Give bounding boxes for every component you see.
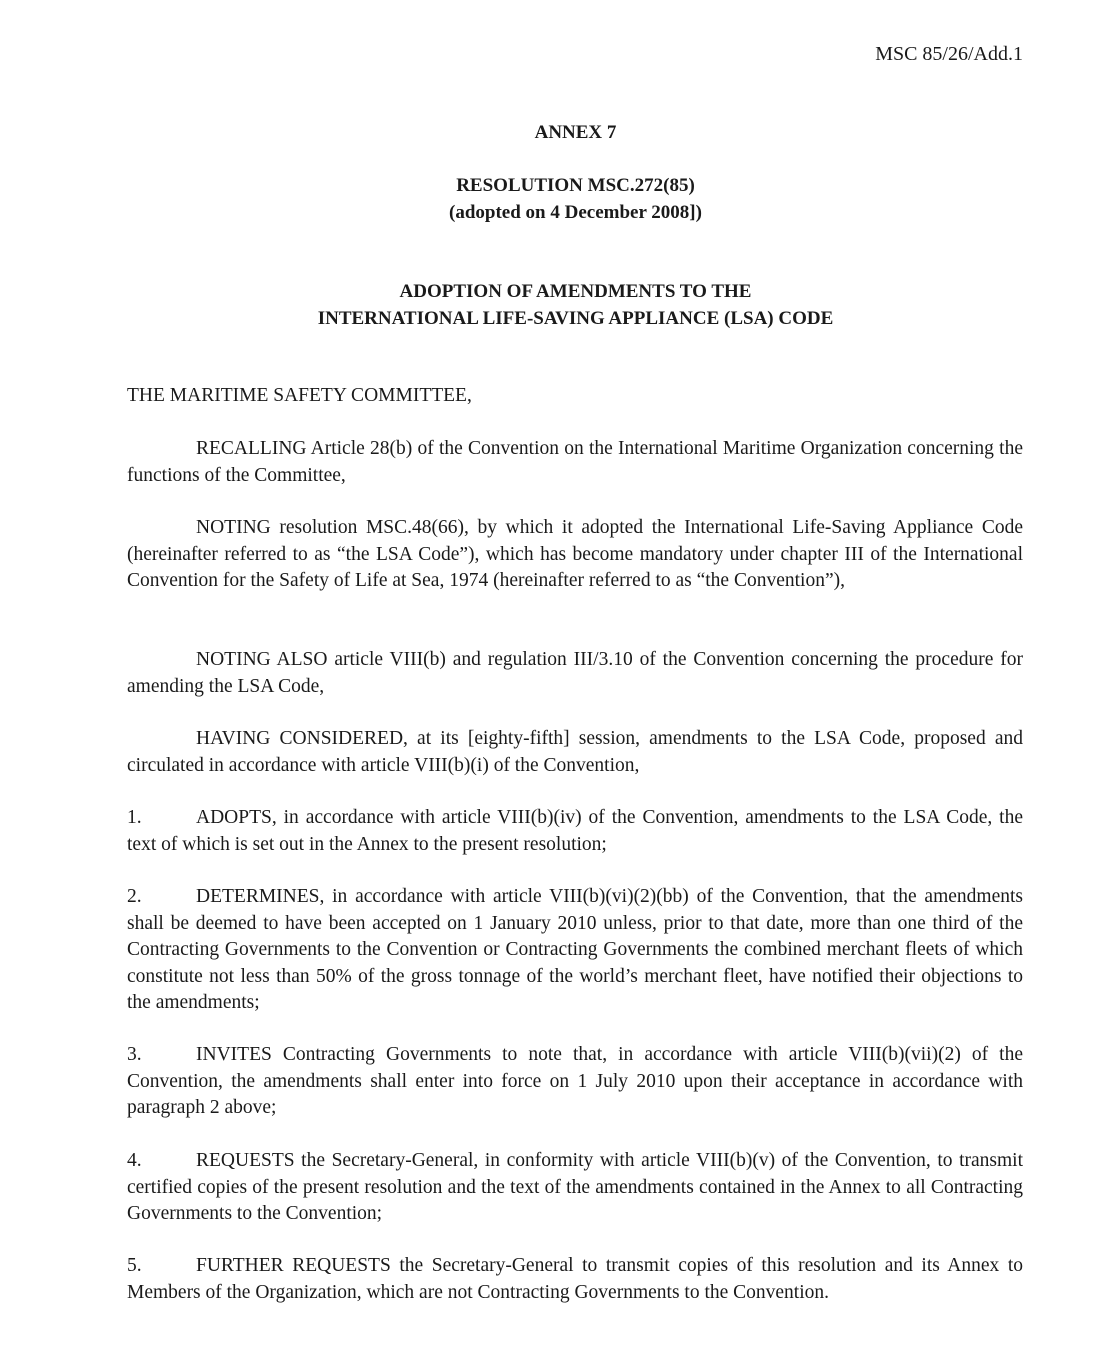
- document-title: [0, 279, 1111, 332]
- paragraph-text: FURTHER REQUESTS the Secretary-General to transmit copies of this resolution and its Annex to Members of the Organization, which are not Contracting Governments to the Convention.: [127, 1255, 1023, 1303]
- preamble-noting-also: NOTING ALSO article VIII(b) and regulation III/3.10 of the Convention concerning the procedure for amending the LSA Code,: [127, 649, 1023, 697]
- paragraph-number: 5.: [127, 1255, 142, 1276]
- operative-paragraph-2: [127, 884, 1023, 1017]
- committee-line: THE MARITIME SAFETY COMMITTEE,: [127, 385, 472, 406]
- title-line-2: INTERNATIONAL LIFE-SAVING APPLIANCE (LSA) CODE: [317, 307, 834, 329]
- resolution-heading: [0, 173, 1111, 226]
- preamble-having-considered: HAVING CONSIDERED, at its [eighty-fifth] session, amendments to the LSA Code, proposed and circulated in accordance with article VIII(b)(i) of the Convention,: [127, 728, 1023, 776]
- operative-paragraph-3: [127, 1042, 1023, 1122]
- paragraph-number: 4.: [127, 1150, 142, 1171]
- preamble-noting: NOTING resolution MSC.48(66), by which it adopted the International Life-Saving Appliance Code (hereinafter referred to as “the LSA Code”), which has become mandatory under chapter III of the International Convention for the Safety of Life at Sea, 1974 (hereinafter referred to as “the Convention”),: [127, 517, 1023, 591]
- resolution-number: RESOLUTION MSC.272(85): [456, 175, 695, 196]
- paragraph-text: DETERMINES, in accordance with article VIII(b)(vi)(2)(bb) of the Convention, that the amendments shall be deemed to have been accepted on 1 January 2010 unless, prior to that date, more than one third of the Contracting Governments to the Convention or Contracting Governments the combined merchant fleets of which constitute not less than 50% of the gross tonnage of the world’s merchant fleet, have notified their objections to the amendments;: [127, 886, 1023, 1013]
- preamble-recalling: RECALLING Article 28(b) of the Convention on the International Maritime Organization concerning the functions of the Committee,: [127, 438, 1023, 486]
- paragraph-number: 1.: [127, 807, 142, 828]
- operative-paragraph-4: [127, 1148, 1023, 1228]
- title-line-1: ADOPTION OF AMENDMENTS TO THE: [399, 281, 752, 302]
- operative-paragraph-1: [127, 805, 1023, 858]
- annex-number: ANNEX 7: [534, 122, 617, 143]
- paragraph-number: 3.: [127, 1044, 142, 1065]
- document-reference: MSC 85/26/Add.1: [875, 43, 1023, 65]
- paragraph-text: ADOPTS, in accordance with article VIII(b)(iv) of the Convention, amendments to the LSA Code, the text of which is set out in the Annex to the present resolution;: [127, 807, 1023, 855]
- operative-paragraph-5: [127, 1253, 1023, 1306]
- paragraph-text: INVITES Contracting Governments to note that, in accordance with article VIII(b)(vii)(2) of the Convention, the amendments shall enter into force on 1 July 2010 upon their acceptance in accordance with paragraph 2 above;: [127, 1044, 1023, 1118]
- paragraph-text: REQUESTS the Secretary-General, in conformity with article VIII(b)(v) of the Convention, to transmit certified copies of the present resolution and the text of the amendments contained in the Annex to all Contracting Governments to the Convention;: [127, 1150, 1023, 1224]
- annex-heading: [0, 120, 1111, 147]
- adoption-date: (adopted on 4 December 2008]): [449, 201, 702, 223]
- paragraph-number: 2.: [127, 886, 142, 907]
